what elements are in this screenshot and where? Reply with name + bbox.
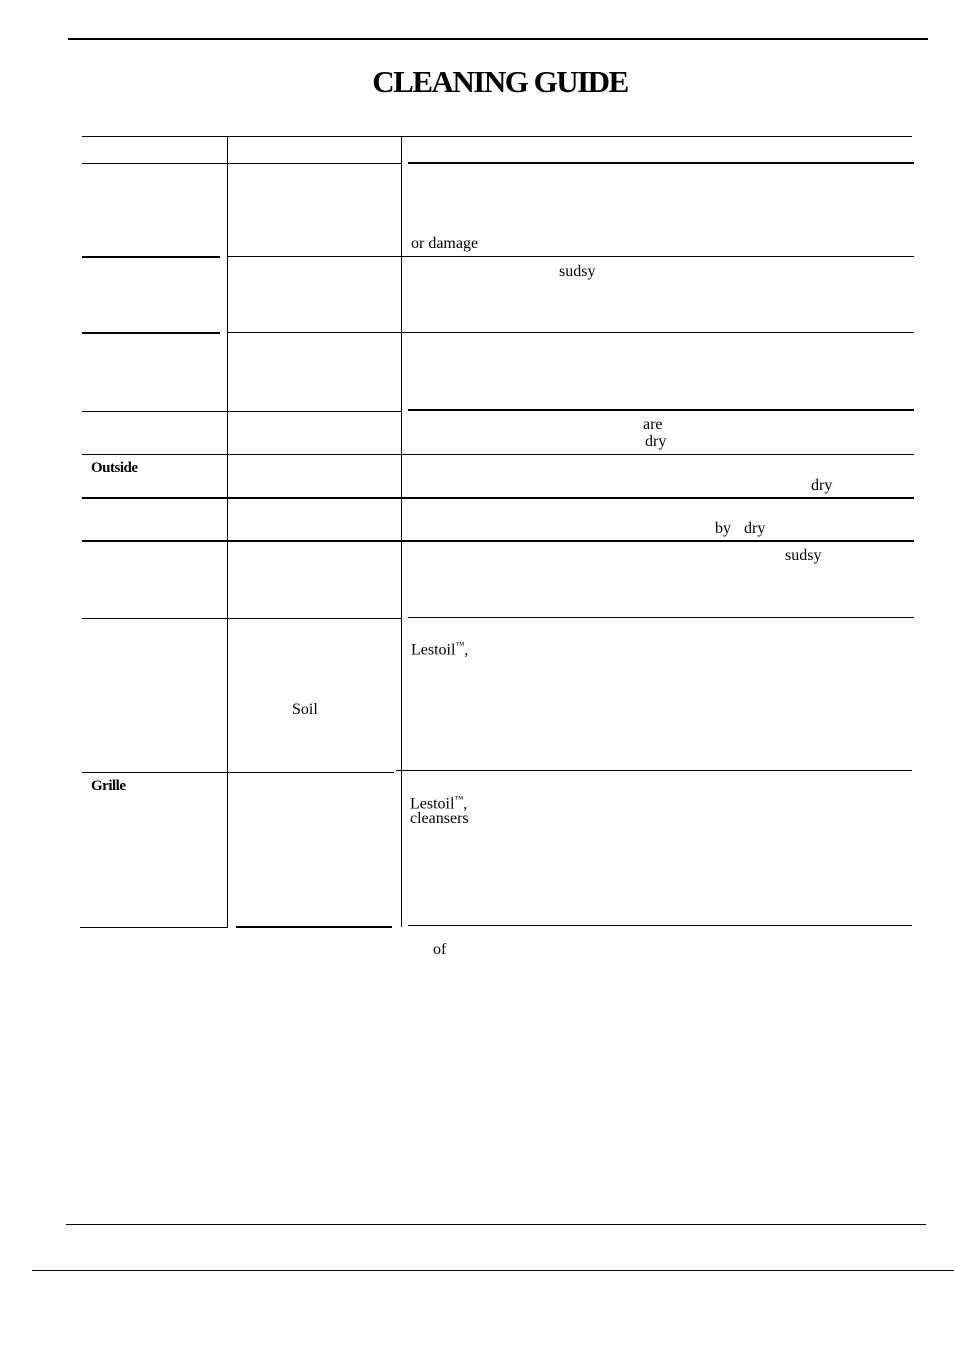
- table-bottom-rule-right: [408, 925, 912, 926]
- row-rule-4: [82, 454, 914, 455]
- text-cleansers: cleansers: [410, 810, 469, 827]
- table-bottom-rule-left: [80, 927, 228, 928]
- row-rule-3-right: [408, 409, 914, 411]
- table-bottom-rule-mid: [236, 926, 392, 928]
- comma-1: ,: [464, 641, 469, 659]
- row-rule-8-left: [82, 772, 394, 773]
- text-by: by: [715, 520, 731, 537]
- row-rule-1-right: [227, 256, 914, 257]
- row-rule-7-right: [408, 617, 914, 618]
- row-rule-1-left: [82, 256, 220, 258]
- row-rule-2-left: [82, 332, 220, 334]
- comma-2: ,: [463, 795, 468, 813]
- bottom-page-rule: [66, 1224, 926, 1225]
- row-rule-6: [82, 540, 914, 542]
- brand-lestoil-2: Lestoil: [410, 795, 455, 813]
- text-or-damage: or damage: [411, 235, 479, 252]
- row-rule-8-right: [396, 770, 912, 771]
- text-sudsy-2: sudsy: [785, 547, 822, 564]
- text-dry-2: dry: [811, 477, 833, 494]
- footer-rule: [32, 1270, 954, 1271]
- row-label-outside: Outside: [91, 460, 138, 476]
- top-page-rule: [68, 38, 928, 40]
- text-are: are: [643, 416, 663, 433]
- row-rule-3-left: [82, 411, 402, 412]
- row-rule-2-right: [227, 332, 914, 333]
- row-rule-5: [82, 497, 914, 499]
- header-top-rule: [82, 136, 912, 137]
- text-soil: Soil: [292, 701, 318, 718]
- text-lestoil-1: [411, 641, 468, 658]
- header-bottom-rule-left: [82, 163, 402, 164]
- text-dry-3: dry: [744, 520, 766, 537]
- trademark-1: ™: [455, 640, 465, 650]
- row-rule-7-left: [82, 618, 402, 619]
- trademark-2: ™: [454, 794, 464, 804]
- footnote-of: of: [433, 941, 447, 958]
- text-sudsy-1: sudsy: [559, 263, 596, 280]
- header-bottom-rule-right: [408, 162, 914, 164]
- text-dry-1: dry: [645, 433, 667, 450]
- page-title: CLEANING GUIDE: [372, 64, 628, 99]
- brand-lestoil-1: Lestoil: [411, 641, 456, 659]
- row-label-grille: Grille: [91, 778, 126, 794]
